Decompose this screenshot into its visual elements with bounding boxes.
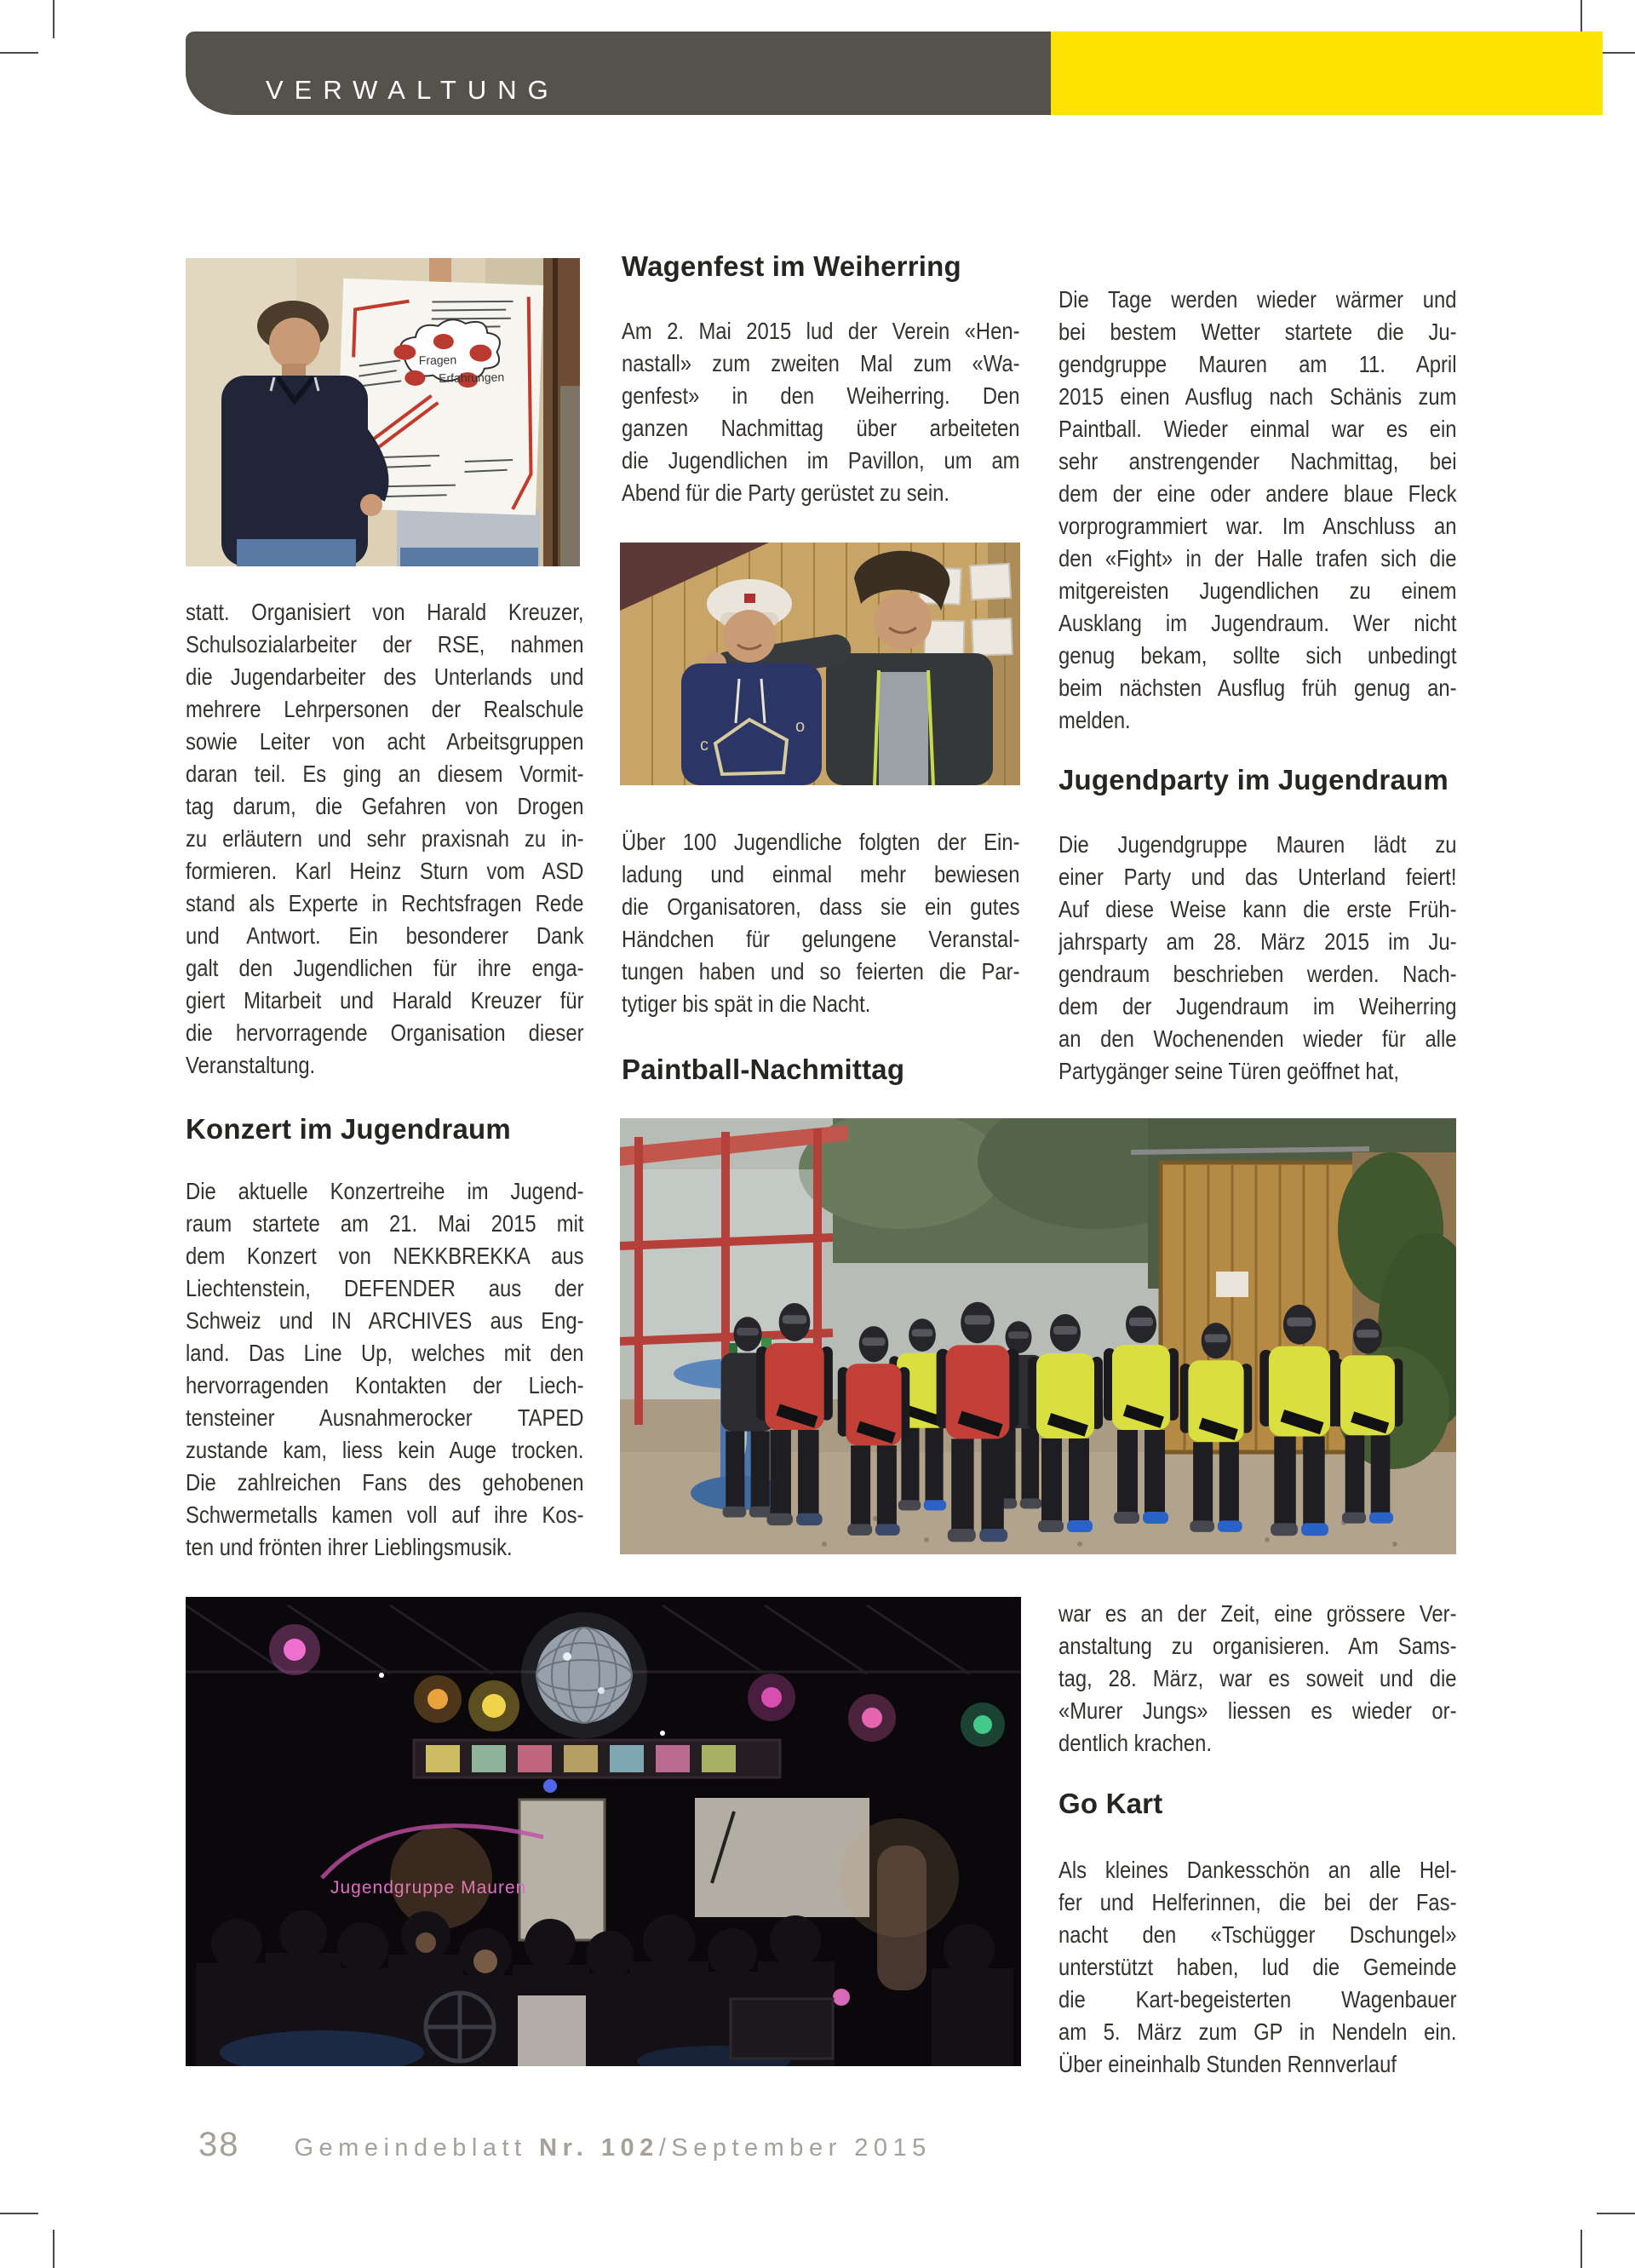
konzert-photo [186,1597,1021,2066]
heading-jugendparty-im-jugendraum: Jugendparty im Jugendraum [1058,764,1449,795]
paragraph-go-kart: Als kleines Dankesschön an alle Hel- fer und Helferinnen, die bei der Fas- nacht den «Tschügger Dschungel» unterstützt haben, lud die Gemeinde die Kart-begeisterten Wagenbauer am 5. März zum GP in Nendeln ein. Über eineinhalb Stunden Rennverlauf [1058,1857,1457,2077]
heading-go-kart: Go Kart [1058,1788,1163,1819]
section-title: VERWALTUNG [266,75,559,105]
paragraph-jugendparty-1: Die Jugendgruppe Mauren lädt zu einer Party und das Unterland feiert! Auf diese Weise kann die erste Früh- jahrsparty am 28. März 2015 im Ju- gendraum beschrieben werden. Nach- dem der Jugendraum im Weiherring an den Wochenenden wieder für alle Partygänger seine Türen geöffnet hat, [1058,831,1457,1084]
crop-mark-top-left-vertical [53,0,54,38]
wagenfest-photo [620,543,1020,785]
paragraph-jugendparty-2: war es an der Zeit, eine grössere Ver- anstaltung zu organisieren. Am Sams- tag, 28. März, war es soweit und die «Murer Jungs» liessen es wieder or- dentlich krachen. [1058,1600,1457,1756]
workshop-photo [186,258,580,566]
heading-konzert-im-jugendraum: Konzert im Jugendraum [186,1113,511,1145]
footer-publication [295,2134,932,2162]
footer-issue-number: Nr. 102 [539,2134,659,2162]
paragraph-wagenfest-1: Am 2. Mai 2015 lud der Verein «Hen- nastall» zum zweiten Mal zum «Wa- genfest» in den Weiherring. Den ganzen Nachmittag über arbeiteten die Jugendlichen im Pavillon, um am Abend für die Party gerüstet zu sein. [622,318,1020,506]
paragraph-workshop: statt. Organisiert von Harald Kreuzer, Schulsozialarbeiter der RSE, nahmen die Jugendarbeiter des Unterlands und mehrere Lehrpersonen der Realschule sowie Leiter von acht Arbeitsgruppen daran teil. Es ging an diesem Vormit- tag darum, die Gefahren von Drogen zu erläutern und sehr praxisnah zu in- formieren. Karl Heinz Sturn vom ASD stand als Experte in Rechtsfragen Rede und Antwort. Ein besonderer Dank galt den Jugendlichen für ihre enga- giert Mitarbeit und Harald Kreuzer für die hervorragende Organisation dieser Veranstaltung. [186,599,584,1078]
svg-text:Fragen: Fragen [418,353,457,368]
crop-mark-bottom-left-horizontal [0,2213,38,2214]
svg-text:o: o [795,717,806,736]
konzert-photo-image [186,1597,1021,2066]
wagenfest-photo-image [620,543,1020,785]
workshop-photo-image [186,258,580,566]
footer-issue-date: /September 2015 [658,2134,932,2162]
paintball-photo-image [620,1118,1456,1554]
paragraph-paintball-1: Die Tage werden wieder wärmer und bei bestem Wetter startete die Ju- gendgruppe Mauren am 11. April 2015 einen Ausflug nach Schänis zum Paintball. Wieder einmal war es ein sehr anstrengender Nachmittag, bei dem der eine oder andere blaue Fleck vorprogrammiert war. Im Anschluss an den «Fight» in der Halle trafen sich die mitgereisten Jugendlichen zu einem Ausklang im Jugendraum. Wer nicht genug bekam, sollte sich unbedingt beim nächsten Ausflug früh genug an- melden. [1058,286,1457,733]
page-number: 38 [198,2126,240,2163]
crop-mark-bottom-right-vertical [1580,2230,1582,2268]
section-header-bar [186,32,1051,115]
heading-paintball-nachmittag: Paintball-Nachmittag [622,1054,905,1085]
crop-mark-top-left-horizontal [0,52,38,54]
paragraph-wagenfest-2: Über 100 Jugendliche folgten der Ein- ladung und einmal mehr bewiesen die Organisatoren, dass sie ein gutes Händchen für gelungene Veranstal- tungen haben und so feierten die Par- tytiger bis spät in die Nacht. [622,829,1020,1017]
paintball-photo [620,1118,1456,1554]
crop-mark-bottom-right-horizontal [1597,2213,1635,2214]
svg-text:Erfahrungen: Erfahrungen [438,370,505,385]
paragraph-konzert: Die aktuelle Konzertreihe im Jugend- raum startete am 21. Mai 2015 mit dem Konzert von NEKKBREKKA aus Liechtenstein, DEFENDER aus der Schweiz und IN ARCHIVES aus Eng- land. Das Line Up, welches mit den hervorragenden Kontakten der Liech- tensteiner Ausnahmerocker TAPED zustande kam, liess kein Auge trocken. Die zahlreichen Fans des gehobenen Schwermetalls kamen voll auf ihre Kos- ten und frönten ihrer Lieblingsmusik. [186,1178,584,1560]
crop-mark-bottom-left-vertical [53,2230,54,2268]
footer-publication-name: Gemeindeblatt [294,2134,540,2162]
accent-bar [1051,32,1603,115]
concert-wall-text: Jugendgruppe Mauren [330,1878,527,1898]
page-footer [198,2126,932,2164]
svg-text:c: c [700,736,708,755]
heading-wagenfest-im-weiherring: Wagenfest im Weiherring [622,250,961,282]
